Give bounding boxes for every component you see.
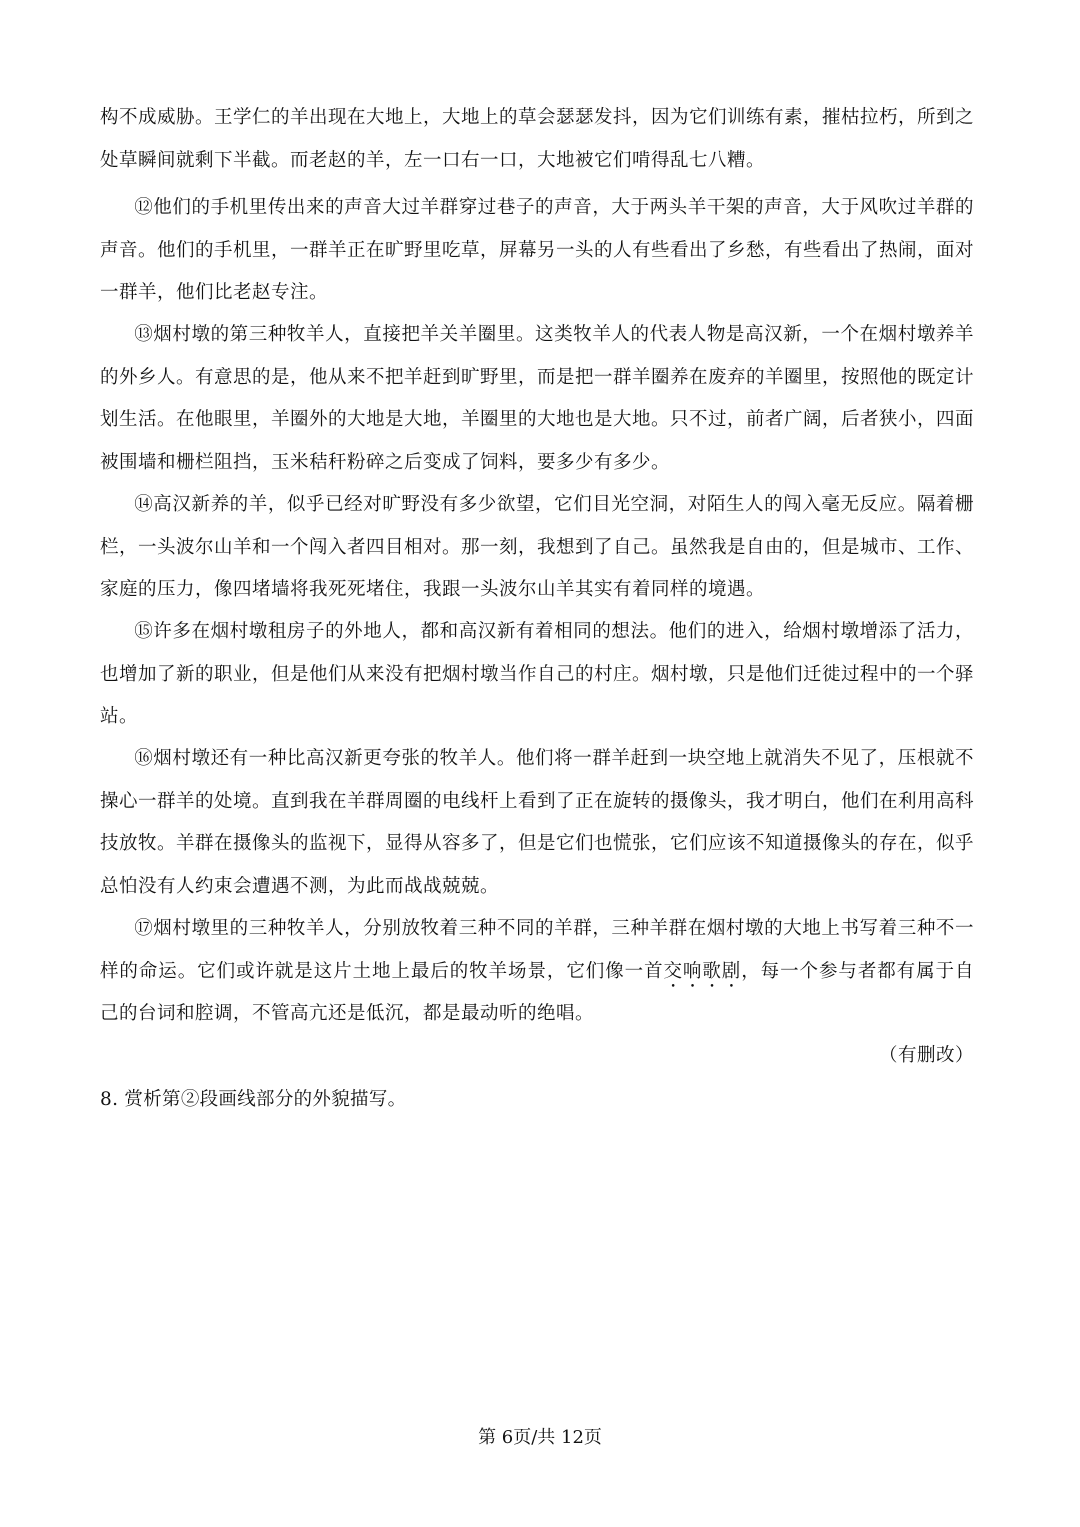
page-footer: 第 6页/共 12页 [478, 1427, 602, 1448]
paragraph-17 [100, 908, 974, 1036]
paragraph-17-text-after: ，每一个参与者都有属于自己的台词和腔调，不管高亢还是低沉，都是最动听的绝唱。 [100, 960, 974, 1024]
paragraph-11-continued: 构不成威胁。王学仁的羊出现在大地上，大地上的草会瑟瑟发抖，因为它们训练有素，摧枯拉朽，所到之处草瞬间就剩下半截。而老赵的羊，左一口右一口，大地被它们啃得乱七八糟。 [100, 107, 975, 171]
source-note: （有删改） [878, 1045, 974, 1066]
paragraph-12: ⑫他们的手机里传出来的声音大过羊群穿过巷子的声音，大于两头羊干架的声音，大于风吹过羊群的声音。他们的手机里，一群羊正在旷野里吃草，屏幕另一头的人有些看出了乡愁，有些看出了热闹，面对一群羊，他们比老赵专注。 [100, 197, 975, 303]
paragraph-16: ⑯烟村墩还有一种比高汉新更夸张的牧羊人。他们将一群羊赶到一块空地上就消失不见了，压根就不操心一群羊的处境。直到我在羊群周圈的电线杆上看到了正在旋转的摄像头，我才明白，他们在利用高科技放牧。羊群在摄像头的监视下，显得从容多了，但是它们也慌张，它们应该不知道摄像头的存在，似乎总怕没有人约束会遭遇不测，为此而战战兢兢。 [100, 748, 975, 897]
paragraph-13: ⑬烟村墩的第三种牧羊人，直接把羊关羊圈里。这类牧羊人的代表人物是高汉新，一个在烟村墩养羊的外乡人。有意思的是，他从来不把羊赶到旷野里，而是把一群羊圈养在废弃的羊圈里，按照他的既定计划生活。在他眼里，羊圈外的大地是大地，羊圈里的大地也是大地。只不过，前者广阔，后者狭小，四面被围墙和栅栏阻挡，玉米秸秆粉碎之后变成了饲料，要多少有多少。 [100, 324, 975, 473]
paragraph-15: ⑮许多在烟村墩租房子的外地人，都和高汉新有着相同的想法。他们的进入，给烟村墩增添了活力，也增加了新的职业，但是他们从来没有把烟村墩当作自己的村庄。烟村墩，只是他们迁徙过程中的一个驿站。 [100, 621, 975, 727]
question-8: 8. 赏析第②段画线部分的外貌描写。 [100, 1089, 407, 1110]
paragraph-14: ⑭高汉新养的羊，似乎已经对旷野没有多少欲望，它们目光空洞，对陌生人的闯入毫无反应。隔着栅栏，一头波尔山羊和一个闯入者四目相对。那一刻，我想到了自己。虽然我是自由的，但是城市、工作、家庭的压力，像四堵墙将我死死堵住，我跟一头波尔山羊其实有着同样的境遇。 [100, 494, 975, 600]
emphasis-dotted-phrase: 交响歌剧 [663, 960, 742, 982]
paragraph-17-text-before: ⑰烟村墩里的三种牧羊人，分别放牧着三种不同的羊群，三种羊群在烟村墩的大地上书写着三种不一样的命运。它们或许就是这片土地上最后的牧羊场景，它们像一首 [100, 918, 974, 982]
